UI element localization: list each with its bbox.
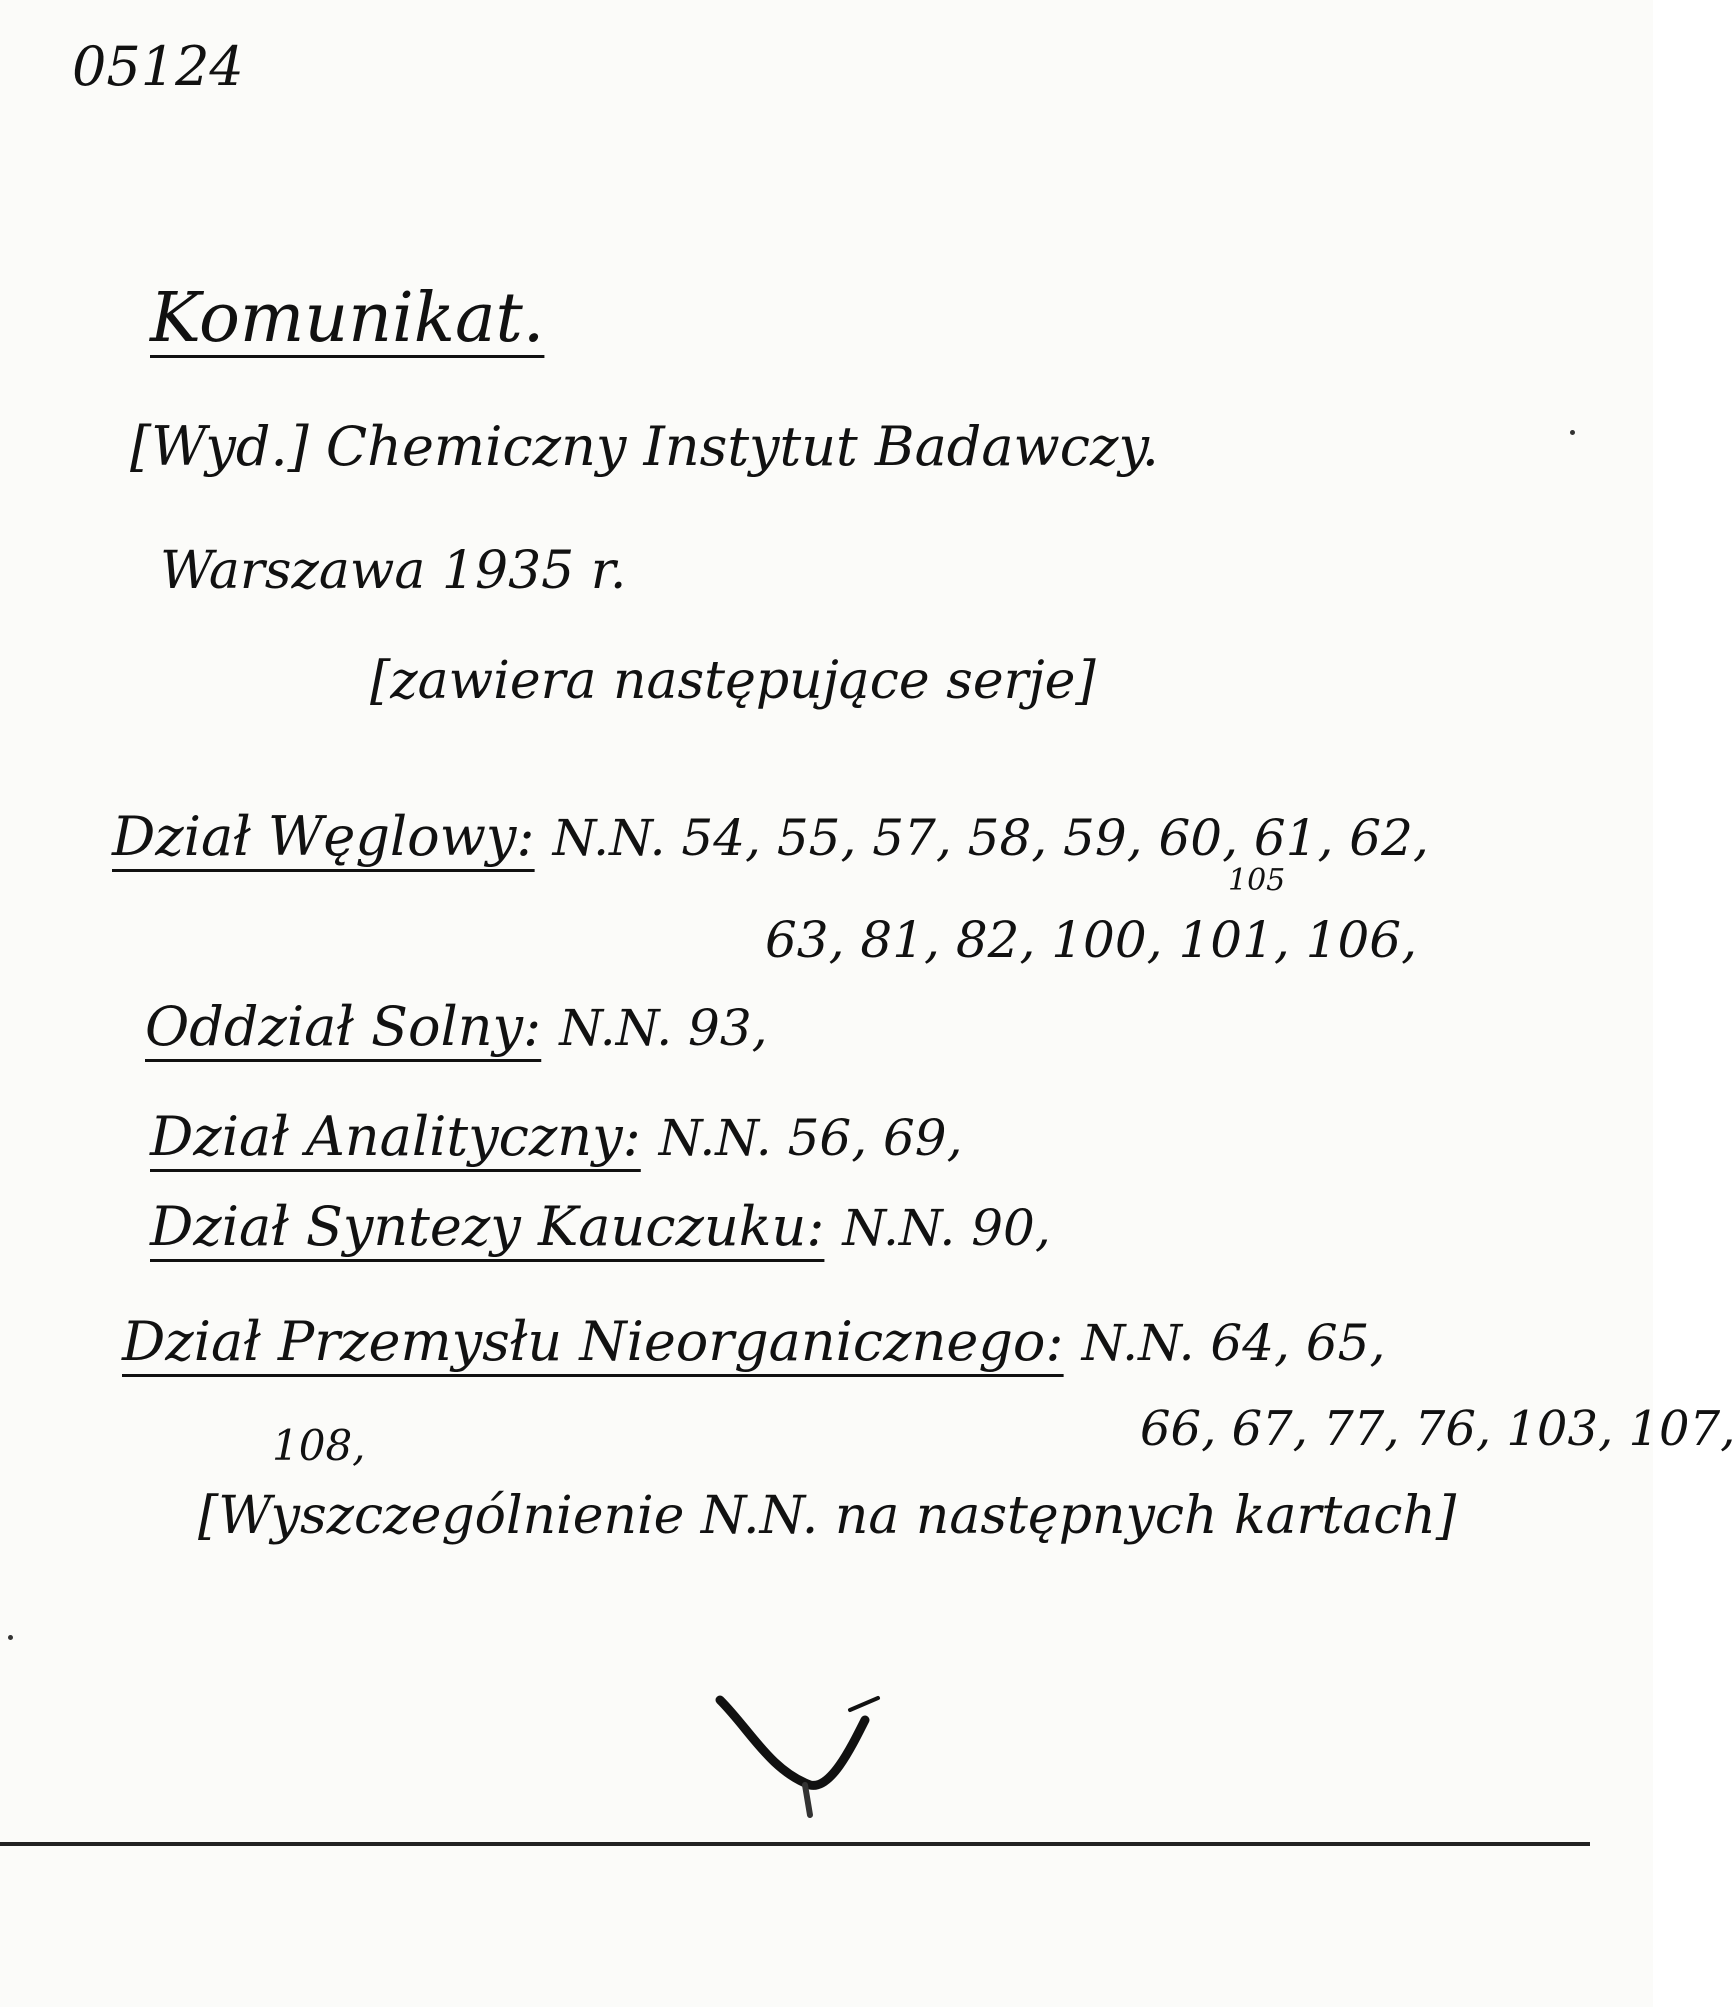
ink-mark-icon: [700, 1690, 900, 1820]
catalog-number: 05124: [72, 35, 244, 98]
speck: [8, 1635, 13, 1640]
section-row-rubber: [150, 1195, 1051, 1258]
section-name: Dział Przemysłu Nieorganicznego:: [122, 1310, 1064, 1373]
section-numbers: N.N. 56, 69,: [658, 1109, 963, 1167]
section-row-coal: [112, 805, 1429, 868]
card-title: Komunikat.: [150, 279, 545, 358]
section-numbers-continued: 66, 67, 77, 76, 103, 107,: [1140, 1401, 1735, 1457]
section-numbers: N.N. 54, 55, 57, 58, 59, 60, 61, 62,: [552, 809, 1429, 867]
contains-note: [zawiera następujące serje]: [370, 651, 1096, 711]
inserted-number: 108,: [272, 1421, 366, 1470]
speck: [1570, 430, 1575, 435]
section-numbers: N.N. 93,: [559, 999, 768, 1057]
section-name: Dział Syntezy Kauczuku:: [150, 1195, 825, 1258]
section-name: Oddział Solny:: [145, 995, 542, 1058]
section-row-inorganic: [122, 1310, 1386, 1373]
publisher-line: [Wyd.] Chemiczny Instytut Badawczy.: [130, 415, 1159, 478]
card-bottom-edge: [0, 1842, 1590, 1846]
footer-note: [Wyszczególnienie N.N. na następnych kartach]: [198, 1486, 1457, 1546]
section-numbers: N.N. 64, 65,: [1081, 1314, 1386, 1372]
place-year: Warszawa 1935 r.: [160, 541, 627, 601]
section-numbers-continued: 63, 81, 82, 100, 101, 106,: [765, 911, 1418, 969]
inserted-number: 105: [1228, 863, 1286, 898]
section-row-salt: [145, 995, 768, 1058]
section-row-analytical: [150, 1105, 963, 1168]
section-name: Dział Węglowy:: [112, 805, 535, 868]
section-name: Dział Analityczny:: [150, 1105, 641, 1168]
section-numbers: N.N. 90,: [842, 1199, 1051, 1257]
